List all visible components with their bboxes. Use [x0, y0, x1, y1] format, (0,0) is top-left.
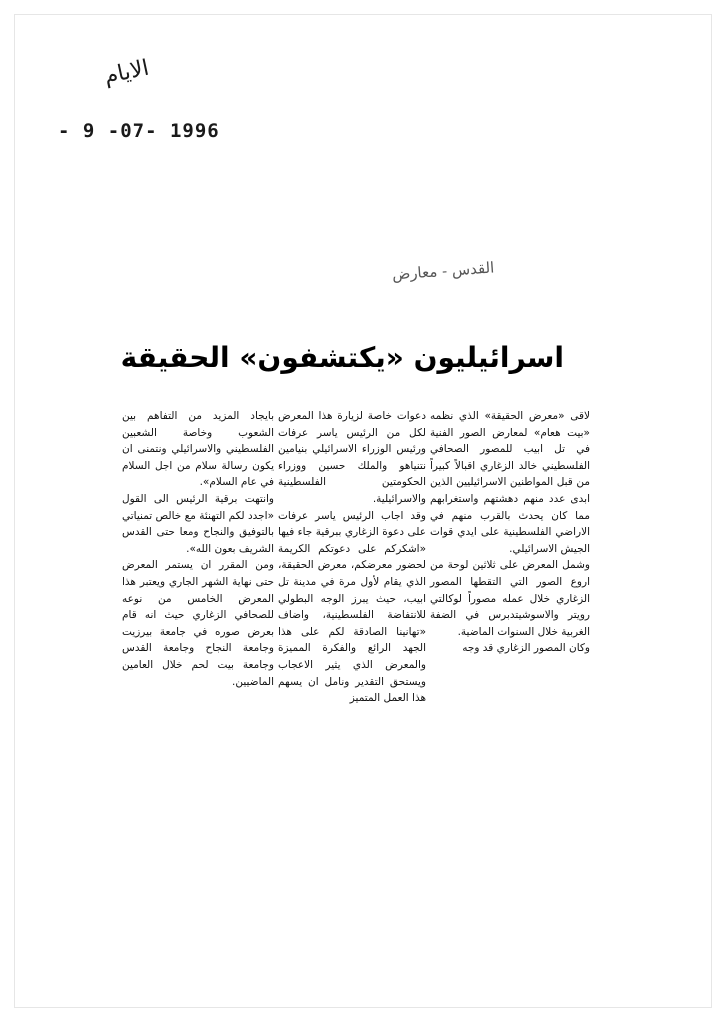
- article-column-right: [430, 408, 590, 657]
- date-stamp: - 9 -07- 1996: [58, 120, 220, 142]
- category-note-handwritten: القدس - معارض: [391, 258, 495, 284]
- paragraph: بايجاد المزيد من التفاهم بين الشعوب وخاصة الشعبين الفلسطيني والاسرائيلي ونتمنى ان يكون رسالة سلام من اجل السلام في عام السلام».: [122, 410, 274, 489]
- paragraph: وانتهت برقية الرئيس الى القول «اجدد لكم التهنئة مع خالص تمنياتي بالتوفيق والنجاح ومعا حتى القدس الشريف بعون الله».: [122, 492, 274, 555]
- paragraph: دعوات خاصة لزيارة هذا المعرض لكل من الرئيس ياسر عرفات ورئيس الوزراء الاسرائيلي بنيامين نتنياهو والملك حسين ووزراء الحكومتين الفلسطينية والاسرائيلية.: [278, 410, 426, 505]
- paragraph: ومن المقرر ان يستمر المعرض حتى نهاية الشهر الجاري ويعتبر هذا المعرض الخامس من نوعه للصحافي الزغاري حيث انه قام بعرض صوره في جامعة بيرزيت وجامعة النجاح وجامعة القدس وجامعة بيت لحم خلال العامين الماضيين.: [122, 559, 274, 688]
- paragraph: وقد اجاب الرئيس ياسر عرفات على دعوة الزغاري ببرقية جاء فيها «اشكركم على دعوتكم الكريمة لحضور معرضكم، معرض الحقيقة، الذي يقام لأول مرة في مدينة تل ابيب، حيث يبرز الوجه البطولي للانتفاضة الفلسطينية، واضاف «تهانينا الصادقة لكم على هذا الجهد الرائع والفكرة المميزة والمعرض الذي يثير الاعجاب ويستحق التقدير ونامل ان يسهم هذا العمل المتميز: [278, 509, 426, 705]
- article-column-left: [122, 408, 274, 690]
- paragraph: وشمل المعرض على ثلاثين لوحة من اروع الصور التي التقطها المصور الزغاري خلال عمله مصوراً لوكالتي رويتر والاسوشيتدبرس في الضفة الغربية خلال السنوات الماضية.: [430, 559, 590, 638]
- source-handwritten: الايام: [101, 55, 152, 90]
- article-column-middle: [278, 408, 426, 707]
- article-headline: اسرائيليون «يكتشفون» الحقيقة: [120, 341, 564, 374]
- paragraph: لاقى «معرض الحقيقة» الذي نظمه «بيت هعام» لمعارض الصور الفنية في تل ابيب للمصور الصحافي الفلسطيني خالد الزغاري اقبالاً كبيراً من قبل المواطنين الاسرائيليين الذين ابدى عدد منهم دهشتهم واستغرابهم مما كان يحدث بالقرب منهم في الاراضي الفلسطينية على ايدي قوات الجيش الاسرائيلي.: [430, 410, 590, 555]
- paragraph: وكان المصور الزغاري قد وجه: [462, 642, 590, 655]
